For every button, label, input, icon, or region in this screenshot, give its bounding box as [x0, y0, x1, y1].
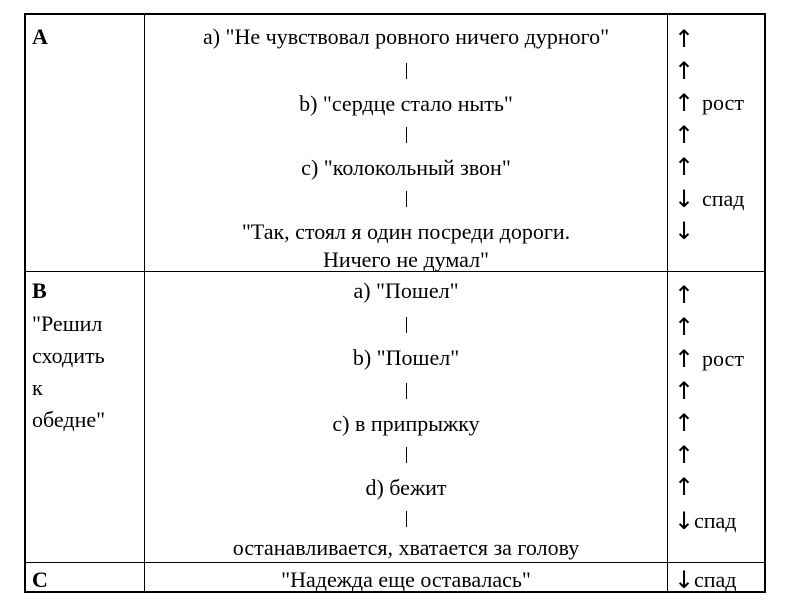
trend-label-rise: рост — [702, 346, 744, 371]
connector-tick — [406, 317, 407, 333]
row-b-item-d: d) бежит — [365, 475, 447, 500]
connector-tick — [406, 127, 407, 143]
connector-tick — [406, 191, 407, 207]
arrow-up-icon: ↑ — [674, 441, 695, 469]
trend-label-fall: спад — [702, 186, 745, 211]
row-c-item: "Надежда еще оставалась" — [281, 567, 531, 592]
row-b-item-c: c) в припрыжку — [332, 411, 480, 436]
row-label-a: A — [32, 24, 48, 49]
arrow-up-icon: ↑ — [674, 345, 695, 373]
arrow-up-icon: ↑ — [674, 89, 695, 117]
arrow-up-icon: ↑ — [674, 313, 695, 341]
arrow-up-icon: ↑ — [674, 153, 695, 181]
row-a-item-a: а) "Не чувствовал ровного ничего дурного" — [202, 24, 610, 49]
row-a-item-c: с) "колокольный звон" — [301, 155, 511, 180]
row-b-note-line: обедне" — [32, 407, 106, 432]
trend-label-rise: рост — [702, 90, 744, 115]
arrow-up-icon: ↑ — [674, 409, 695, 437]
row-divider — [26, 562, 764, 563]
row-b-note-line: сходить — [32, 343, 105, 368]
row-a-item-b: b) "сердце стало ныть" — [299, 91, 513, 116]
row-b-item-b: b) "Пошел" — [352, 345, 460, 370]
connector-tick — [406, 447, 407, 463]
arrow-up-icon: ↑ — [674, 25, 695, 53]
arrow-up-icon: ↑ — [674, 377, 695, 405]
connector-tick — [406, 383, 407, 399]
row-a-final-line-2: Ничего не думал" — [322, 247, 490, 272]
row-b-note-line: к — [32, 375, 43, 400]
arrow-up-icon: ↑ — [674, 57, 695, 85]
arrow-up-icon: ↑ — [674, 281, 695, 309]
arrow-down-icon: ↓ — [674, 566, 695, 594]
row-label-b: B — [32, 278, 47, 303]
row-label-c: C — [32, 567, 48, 592]
trend-label-fall: спад — [694, 567, 737, 592]
arrow-down-icon: ↓ — [674, 217, 695, 245]
connector-tick — [406, 63, 407, 79]
row-b-note-line: "Решил — [32, 311, 103, 336]
arrow-up-icon: ↑ — [674, 473, 695, 501]
trend-label-fall: спад — [694, 508, 737, 533]
row-b-final-line: останавливается, хватается за голову — [232, 535, 580, 560]
arrow-up-icon: ↑ — [674, 121, 695, 149]
column-divider — [144, 15, 145, 591]
connector-tick — [406, 511, 407, 527]
row-b-item-a: a) "Пошел" — [353, 278, 459, 303]
arrow-down-icon: ↓ — [674, 185, 695, 213]
column-divider — [667, 15, 668, 591]
analysis-table — [24, 13, 766, 593]
row-a-final-line-1: "Так, стоял я один посреди дороги. — [241, 219, 571, 244]
arrow-down-icon: ↓ — [674, 507, 695, 535]
